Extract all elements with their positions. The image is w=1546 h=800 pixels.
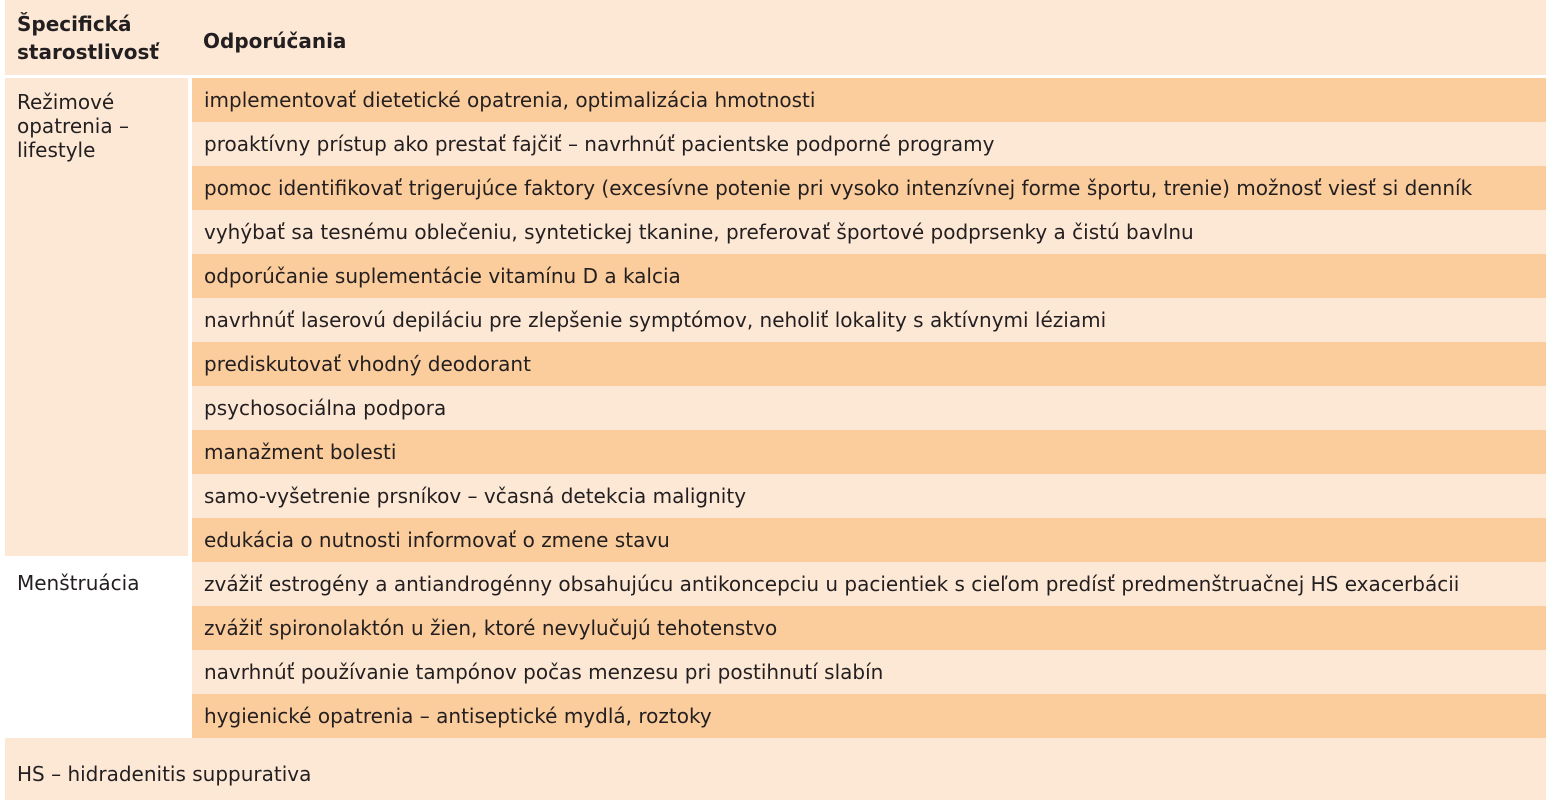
table-row: hygienické opatrenia – antiseptické mydlá, roztoky — [192, 694, 1546, 738]
table-row: navrhnúť používanie tampónov počas menzesu pri postihnutí slabín — [192, 650, 1546, 694]
table-row: zvážiť estrogény a antiandrogénny obsahujúcu antikoncepciu u pacientiek s cieľom predísť predmenštruačnej HS exacerbácii — [192, 562, 1546, 606]
header-col-recommendations: Odporúčania — [203, 29, 347, 53]
category-menstruation: Menštruácia — [17, 571, 140, 595]
table-header — [5, 0, 1546, 75]
header-col-specific-care: Špecifická starostlivosť — [17, 12, 159, 64]
table-row: psychosociálna podpora — [192, 386, 1546, 430]
table-row: proaktívny prístup ako prestať fajčiť – navrhnúť pacientske podporné programy — [192, 122, 1546, 166]
table-row: manažment bolesti — [192, 430, 1546, 474]
section-lifestyle-rows — [192, 78, 1546, 562]
category-lifestyle: Režimové opatrenia – lifestyle — [17, 90, 129, 162]
table-row: vyhýbať sa tesnému oblečeniu, syntetickej tkanine, preferovať športové podprsenky a čistú bavlnu — [192, 210, 1546, 254]
table-footnote: HS – hidradenitis suppurativa — [17, 762, 312, 786]
table-row: navrhnúť laserovú depiláciu pre zlepšenie symptómov, neholiť lokality s aktívnymi léziami — [192, 298, 1546, 342]
table-row: prediskutovať vhodný deodorant — [192, 342, 1546, 386]
table-row: zvážiť spironolaktón u žien, ktoré nevylučujú tehotenstvo — [192, 606, 1546, 650]
table-row: implementovať dietetické opatrenia, optimalizácia hmotnosti — [192, 78, 1546, 122]
table-row: pomoc identifikovať trigerujúce faktory (excesívne potenie pri vysoko intenzívnej forme športu, trenie) možnosť viesť si denník — [192, 166, 1546, 210]
header-divider — [5, 75, 1546, 77]
section-menstruation-rows — [192, 562, 1546, 738]
table-row: odporúčanie suplementácie vitamínu D a kalcia — [192, 254, 1546, 298]
table-row: samo-vyšetrenie prsníkov – včasná detekcia malignity — [192, 474, 1546, 518]
table-row: edukácia o nutnosti informovať o zmene stavu — [192, 518, 1546, 562]
